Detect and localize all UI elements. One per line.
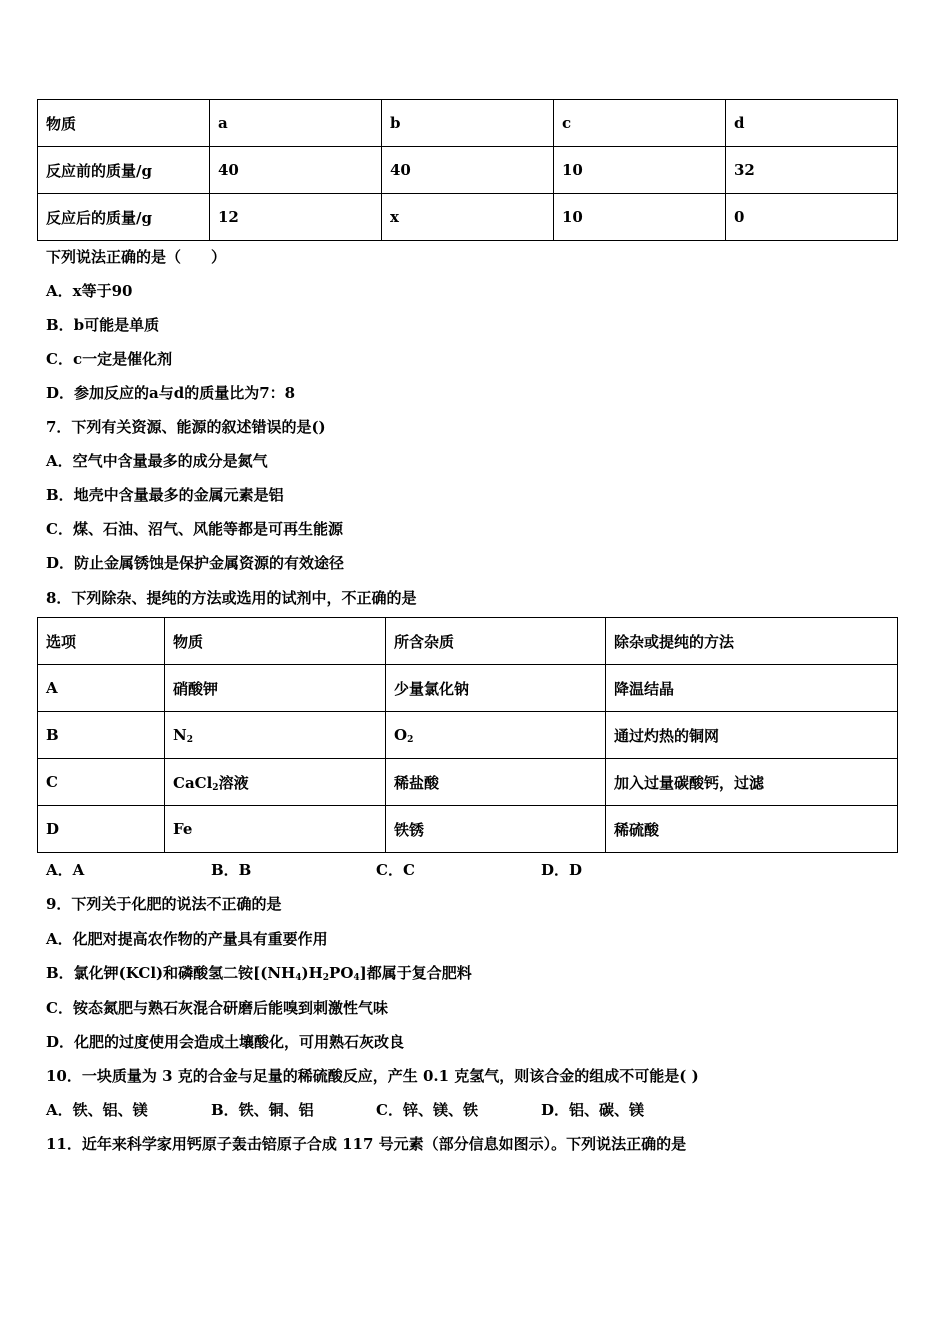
- table-cell: [386, 712, 606, 759]
- subscript: 2: [322, 973, 330, 983]
- table-cell: A: [38, 665, 165, 712]
- answer-option: D．防止金属锈蚀是保护金属资源的有效途径: [46, 554, 345, 572]
- table-cell: x: [382, 194, 554, 241]
- table-row: [38, 194, 898, 241]
- formula-text: O: [394, 725, 408, 744]
- table-cell: 稀盐酸: [386, 759, 606, 806]
- table-row: [38, 147, 898, 194]
- answer-option: D．D: [541, 861, 583, 879]
- answer-option: C．c一定是催化剂: [46, 350, 173, 368]
- table-cell: D: [38, 806, 165, 853]
- answer-option: B．B: [211, 861, 252, 879]
- option-text: B．氯化钾(KCl)和磷酸氢二铵[(NH: [46, 964, 296, 982]
- answer-option: C．铵态氮肥与熟石灰混合研磨后能嗅到刺激性气味: [46, 999, 388, 1017]
- table-cell: 通过灼热的铜网: [606, 712, 898, 759]
- table-cell: 10: [554, 147, 726, 194]
- table-cell: 加入过量碳酸钙，过滤: [606, 759, 898, 806]
- table-cell: [165, 759, 386, 806]
- table-cell: 40: [382, 147, 554, 194]
- answer-option: B．地壳中含量最多的金属元素是铝: [46, 486, 284, 504]
- table-cell: 铁锈: [386, 806, 606, 853]
- table-cell: 32: [726, 147, 898, 194]
- table-cell: 稀硫酸: [606, 806, 898, 853]
- table-header-cell: a: [210, 100, 382, 147]
- table-row: [38, 759, 898, 806]
- table-cell: B: [38, 712, 165, 759]
- answer-option: C．C: [376, 861, 415, 879]
- answer-option: A．空气中含量最多的成分是氮气: [46, 452, 268, 470]
- table-cell: [165, 712, 386, 759]
- answer-option: D．铝、碳、镁: [541, 1101, 645, 1119]
- formula-text: CaCl: [173, 773, 213, 792]
- formula-text: 溶液: [218, 773, 249, 792]
- question-stem: 7．下列有关资源、能源的叙述错误的是(): [46, 418, 326, 436]
- subscript: 4: [295, 973, 302, 983]
- question-stem: 9．下列关于化肥的说法不正确的是: [46, 895, 282, 913]
- table-cell: 少量氯化钠: [386, 665, 606, 712]
- table-cell: 40: [210, 147, 382, 194]
- formula-text: N: [173, 725, 187, 744]
- answer-option: A．铁、铝、镁: [46, 1101, 148, 1119]
- option-text: PO: [329, 964, 354, 982]
- mass-table: [37, 99, 898, 241]
- answer-option: D．参加反应的a与d的质量比为7：8: [46, 384, 296, 402]
- table-cell: 降温结晶: [606, 665, 898, 712]
- answer-option: A．化肥对提高农作物的产量具有重要作用: [46, 930, 328, 948]
- table-row: [38, 665, 898, 712]
- answer-option: C．煤、石油、沼气、风能等都是可再生能源: [46, 520, 343, 538]
- answer-option: D．化肥的过度使用会造成土壤酸化，可用熟石灰改良: [46, 1033, 405, 1051]
- table-header-cell: c: [554, 100, 726, 147]
- answer-option: B．铁、铜、铝: [211, 1101, 314, 1119]
- option-text: ]都属于复合肥料: [359, 964, 472, 982]
- purification-table: [37, 617, 898, 853]
- table-row: [38, 806, 898, 853]
- answer-option: [46, 962, 472, 983]
- subscript: 2: [212, 782, 219, 793]
- table-cell: 12: [210, 194, 382, 241]
- answer-option: B．b可能是单质: [46, 316, 160, 334]
- table-cell: 反应后的质量/g: [38, 194, 210, 241]
- table-row: [38, 100, 898, 147]
- subscript: 2: [186, 734, 193, 745]
- table-cell: Fe: [165, 806, 386, 853]
- answer-option: A．A: [46, 861, 85, 879]
- table-header-cell: 选项: [38, 618, 165, 665]
- table-header-cell: d: [726, 100, 898, 147]
- answer-option: C．锌、镁、铁: [376, 1101, 478, 1119]
- table-header-cell: 物质: [165, 618, 386, 665]
- question-stem: 11．近年来科学家用钙原子轰击锫原子合成 117 号元素（部分信息如图示）。下列说法正确的是: [46, 1135, 687, 1153]
- table-header-cell: b: [382, 100, 554, 147]
- table-header-cell: 物质: [38, 100, 210, 147]
- question-stem: 下列说法正确的是（ ）: [46, 248, 227, 266]
- table-cell: 反应前的质量/g: [38, 147, 210, 194]
- table-row: [38, 712, 898, 759]
- subscript: 2: [407, 734, 414, 745]
- table-header-cell: 除杂或提纯的方法: [606, 618, 898, 665]
- table-row: [38, 618, 898, 665]
- option-text: )H: [301, 964, 323, 982]
- table-header-cell: 所含杂质: [386, 618, 606, 665]
- question-stem: 8．下列除杂、提纯的方法或选用的试剂中，不正确的是: [46, 589, 417, 607]
- question-stem: 10．一块质量为 3 克的合金与足量的稀硫酸反应，产生 0.1 克氢气，则该合金的组成不可能是( ): [46, 1067, 699, 1085]
- table-cell: 0: [726, 194, 898, 241]
- subscript: 4: [353, 973, 360, 983]
- table-cell: 10: [554, 194, 726, 241]
- answer-option: A．x等于90: [46, 282, 133, 300]
- table-cell: 硝酸钾: [165, 665, 386, 712]
- table-cell: C: [38, 759, 165, 806]
